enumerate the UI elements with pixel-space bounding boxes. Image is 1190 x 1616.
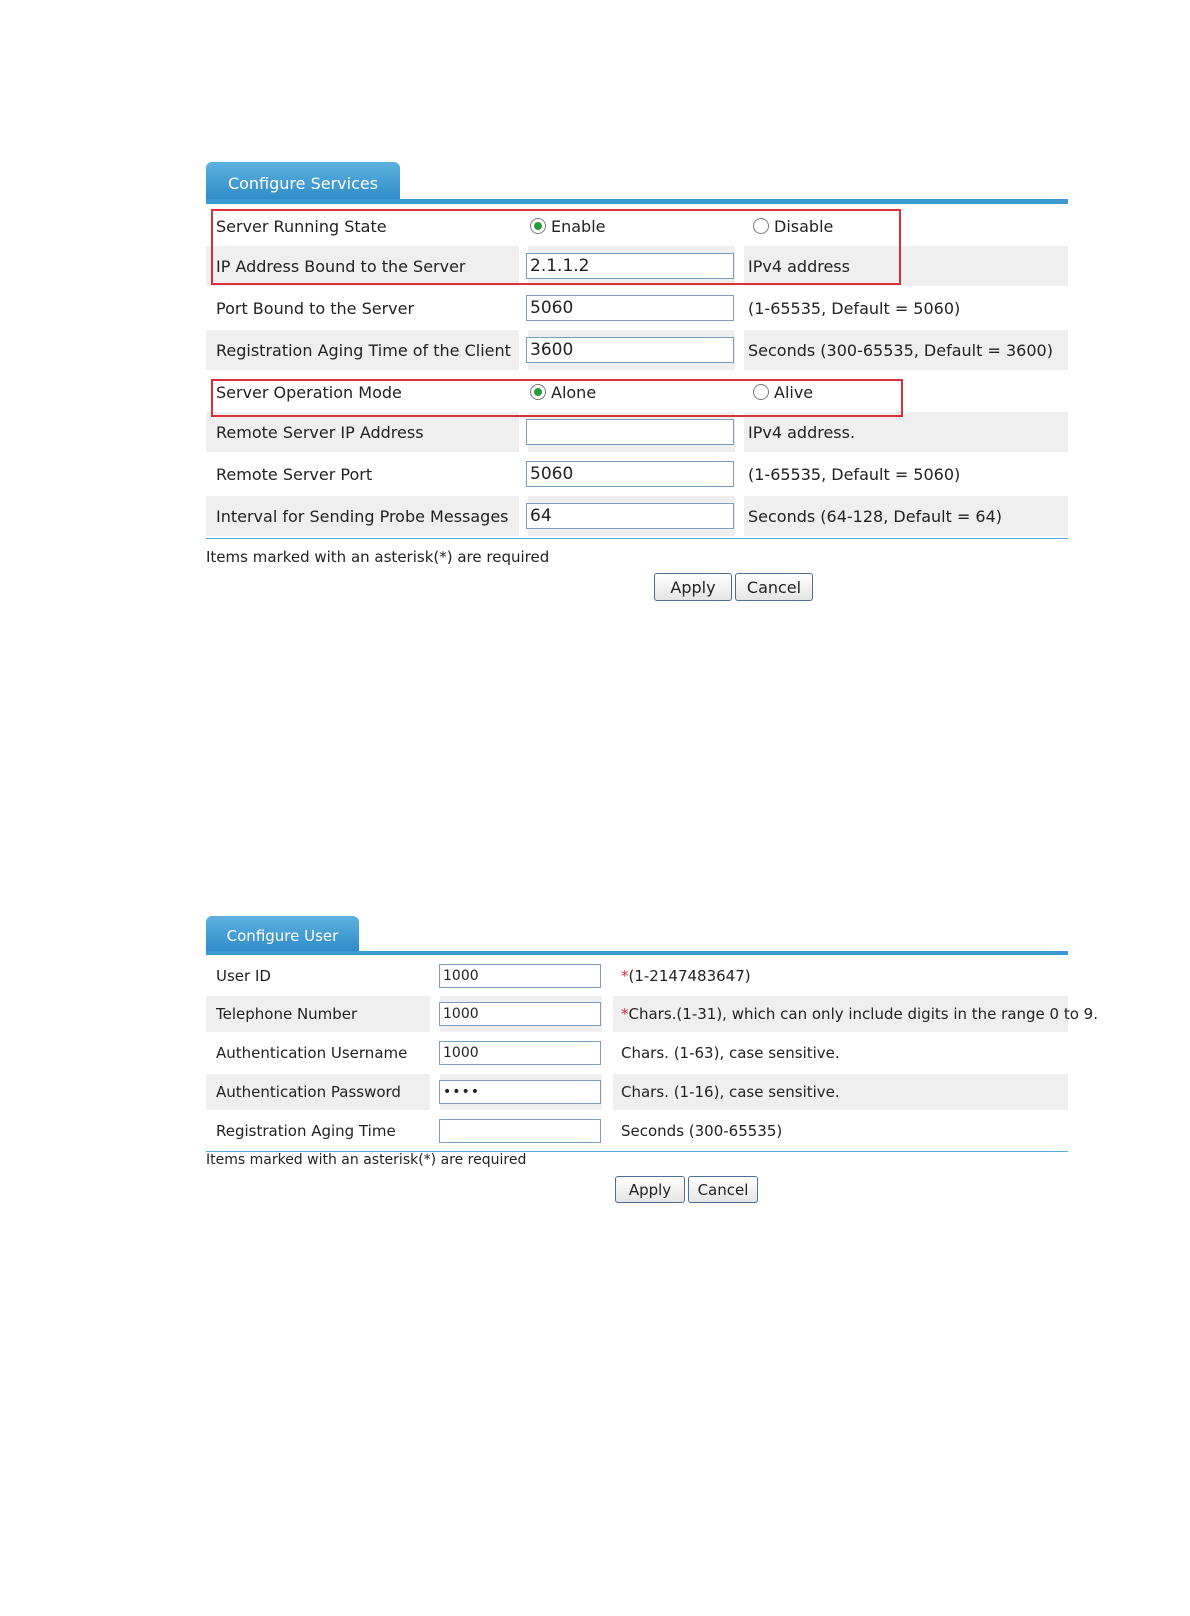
ip-bound-input[interactable]: 2.1.1.2 [526, 253, 734, 279]
row-port-bound [206, 288, 1068, 328]
row-auth-username [206, 1034, 1068, 1072]
required-asterisk: * [621, 967, 629, 985]
server-running-state-label: Server Running State [216, 216, 387, 236]
row-user-id [206, 958, 1068, 994]
probe-gap-right [735, 496, 744, 536]
row-probe-interval [206, 496, 1068, 536]
tab-underline [206, 199, 1068, 204]
row-auth-password [206, 1074, 1068, 1110]
cancel-button[interactable]: Cancel [735, 573, 813, 601]
ip-bound-hint: IPv4 address [748, 256, 850, 276]
auth-username-input[interactable]: 1000 [439, 1041, 601, 1065]
highlight-box-running-state [211, 209, 901, 285]
row-telephone-number [206, 996, 1098, 1032]
remote-server-port-input[interactable]: 5060 [526, 461, 734, 487]
telephone-hint-text: Chars.(1-31), which can only include digits in the range 0 to 9. [628, 1005, 1098, 1023]
tab-configure-user[interactable]: Configure User [206, 916, 359, 952]
highlight-box-operation-mode [211, 379, 903, 417]
enable-label: Enable [551, 216, 606, 236]
cancel-button[interactable]: Cancel [688, 1176, 758, 1203]
client-aging-gap-right [735, 330, 744, 370]
tab-underline [206, 951, 1068, 955]
port-bound-input[interactable]: 5060 [526, 295, 734, 321]
remote-server-port-label: Remote Server Port [216, 464, 373, 484]
telephone-number-label: Telephone Number [216, 1005, 358, 1023]
port-bound-label: Port Bound to the Server [216, 298, 415, 318]
probe-interval-hint: Seconds (64-128, Default = 64) [748, 506, 1003, 526]
user-id-hint-text: (1-2147483647) [628, 967, 751, 985]
probe-interval-label: Interval for Sending Probe Messages [216, 506, 509, 526]
auth-password-hint: Chars. (1-16), case sensitive. [621, 1083, 840, 1101]
tab-configure-services[interactable]: Configure Services [206, 162, 400, 200]
disable-label: Disable [774, 216, 834, 236]
remote-ip-gap-right [735, 412, 744, 452]
auth-username-label: Authentication Username [216, 1044, 408, 1062]
required-asterisk: * [621, 1005, 629, 1023]
telephone-number-hint [621, 996, 1098, 1032]
required-note: Items marked with an asterisk(*) are required [206, 548, 550, 566]
form-bottom-divider [206, 538, 1068, 539]
registration-aging-label: Registration Aging Time [216, 1122, 396, 1140]
row-registration-aging [206, 1112, 1068, 1150]
alive-label: Alive [774, 382, 814, 402]
registration-aging-hint: Seconds (300-65535) [621, 1122, 783, 1140]
client-aging-label: Registration Aging Time of the Client [216, 340, 511, 360]
remote-server-port-hint: (1-65535, Default = 5060) [748, 464, 961, 484]
row-remote-server-ip [206, 412, 1068, 452]
user-id-input[interactable]: 1000 [439, 964, 601, 988]
auth-password-input[interactable]: •••• [439, 1080, 601, 1104]
configure-user-panel [206, 916, 1098, 1216]
row-client-aging [206, 330, 1068, 370]
apply-button[interactable]: Apply [654, 573, 732, 601]
telephone-number-input[interactable]: 1000 [439, 1002, 601, 1026]
password-gap-right [602, 1074, 613, 1110]
registration-aging-input[interactable] [439, 1119, 601, 1143]
remote-server-ip-hint: IPv4 address. [748, 422, 856, 442]
configure-services-panel [206, 162, 1068, 612]
alone-label: Alone [551, 382, 597, 402]
required-note: Items marked with an asterisk(*) are required [206, 1152, 527, 1168]
telephone-gap-right [602, 996, 613, 1032]
row-remote-server-port [206, 454, 1068, 494]
auth-password-label: Authentication Password [216, 1083, 401, 1101]
probe-interval-input[interactable]: 64 [526, 503, 734, 529]
server-operation-mode-label: Server Operation Mode [216, 382, 402, 402]
client-aging-hint: Seconds (300-65535, Default = 3600) [748, 340, 1053, 360]
auth-username-hint: Chars. (1-63), case sensitive. [621, 1044, 840, 1062]
ip-bound-label: IP Address Bound to the Server [216, 256, 466, 276]
remote-server-ip-label: Remote Server IP Address [216, 422, 424, 442]
apply-button[interactable]: Apply [615, 1176, 685, 1203]
user-id-hint [621, 958, 751, 994]
port-bound-hint: (1-65535, Default = 5060) [748, 298, 961, 318]
client-aging-input[interactable]: 3600 [526, 337, 734, 363]
remote-server-ip-input[interactable] [526, 419, 734, 445]
user-id-label: User ID [216, 967, 271, 985]
